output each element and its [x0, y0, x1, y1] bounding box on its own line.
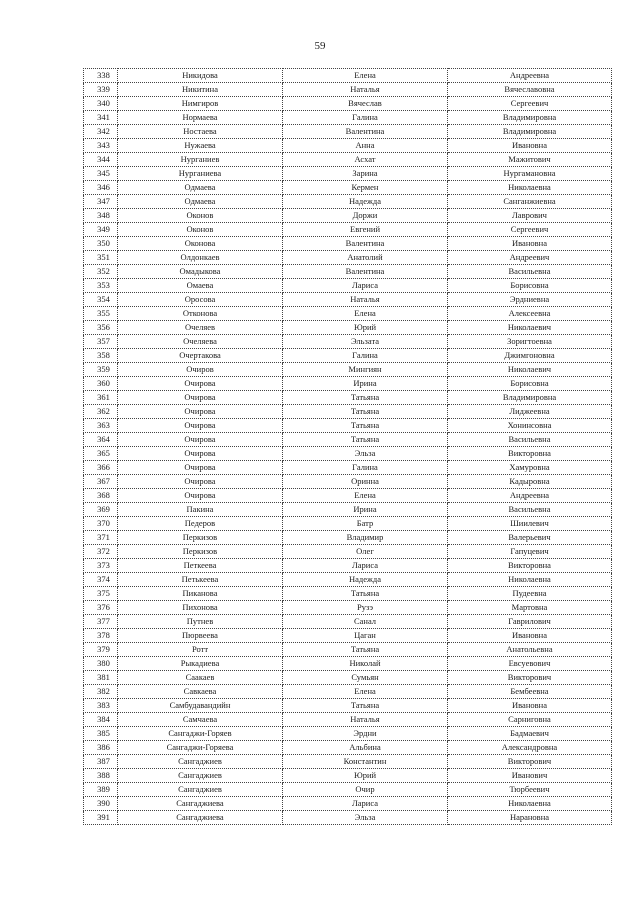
- row-number-cell: 350: [84, 237, 118, 251]
- table-row: [84, 391, 612, 405]
- row-number-cell: 342: [84, 125, 118, 139]
- surname-cell: Никидова: [118, 69, 283, 83]
- first-name-cell: Галина: [283, 349, 448, 363]
- patronymic-cell: Мартовна: [448, 601, 612, 615]
- surname-cell: Нормаева: [118, 111, 283, 125]
- first-name-cell: Эльза: [283, 811, 448, 825]
- table-row: [84, 335, 612, 349]
- table-row: [84, 349, 612, 363]
- surname-cell: Педеров: [118, 517, 283, 531]
- table-row: [84, 517, 612, 531]
- surname-cell: Петькеева: [118, 573, 283, 587]
- table-row: [84, 615, 612, 629]
- table-row: [84, 713, 612, 727]
- surname-cell: Саакаев: [118, 671, 283, 685]
- surname-cell: Оконов: [118, 223, 283, 237]
- surname-cell: Очирова: [118, 405, 283, 419]
- surname-cell: Ротт: [118, 643, 283, 657]
- row-number-cell: 360: [84, 377, 118, 391]
- first-name-cell: Батр: [283, 517, 448, 531]
- first-name-cell: Доржи: [283, 209, 448, 223]
- first-name-cell: Татьяна: [283, 699, 448, 713]
- surname-cell: Пиканова: [118, 587, 283, 601]
- surname-cell: Пакина: [118, 503, 283, 517]
- table-row: [84, 181, 612, 195]
- roster-body: [84, 69, 612, 825]
- surname-cell: Очирова: [118, 391, 283, 405]
- surname-cell: Пюрвеева: [118, 629, 283, 643]
- table-row: [84, 83, 612, 97]
- table-row: [84, 489, 612, 503]
- table-row: [84, 657, 612, 671]
- surname-cell: Нужаева: [118, 139, 283, 153]
- row-number-cell: 345: [84, 167, 118, 181]
- row-number-cell: 356: [84, 321, 118, 335]
- first-name-cell: Татьяна: [283, 587, 448, 601]
- first-name-cell: Эльза: [283, 447, 448, 461]
- table-row: [84, 783, 612, 797]
- surname-cell: Путнев: [118, 615, 283, 629]
- page-number: 59: [314, 40, 326, 52]
- surname-cell: Нурганиев: [118, 153, 283, 167]
- patronymic-cell: Владимировна: [448, 391, 612, 405]
- row-number-cell: 347: [84, 195, 118, 209]
- row-number-cell: 343: [84, 139, 118, 153]
- row-number-cell: 376: [84, 601, 118, 615]
- row-number-cell: 377: [84, 615, 118, 629]
- row-number-cell: 359: [84, 363, 118, 377]
- table-row: [84, 811, 612, 825]
- surname-cell: Очирова: [118, 447, 283, 461]
- patronymic-cell: Ивановна: [448, 139, 612, 153]
- table-row: [84, 223, 612, 237]
- table-row: [84, 237, 612, 251]
- surname-cell: Очиров: [118, 363, 283, 377]
- first-name-cell: Мингиян: [283, 363, 448, 377]
- row-number-cell: 364: [84, 433, 118, 447]
- surname-cell: Сангаджиева: [118, 797, 283, 811]
- row-number-cell: 375: [84, 587, 118, 601]
- patronymic-cell: Гаврилович: [448, 615, 612, 629]
- patronymic-cell: Нарановна: [448, 811, 612, 825]
- row-number-cell: 339: [84, 83, 118, 97]
- patronymic-cell: Сергеевич: [448, 97, 612, 111]
- patronymic-cell: Владимировна: [448, 111, 612, 125]
- row-number-cell: 379: [84, 643, 118, 657]
- table-row: [84, 265, 612, 279]
- patronymic-cell: Ивановна: [448, 237, 612, 251]
- first-name-cell: Галина: [283, 461, 448, 475]
- patronymic-cell: Борисовна: [448, 279, 612, 293]
- row-number-cell: 341: [84, 111, 118, 125]
- row-number-cell: 355: [84, 307, 118, 321]
- patronymic-cell: Викторович: [448, 671, 612, 685]
- table-row: [84, 601, 612, 615]
- first-name-cell: Валентина: [283, 125, 448, 139]
- first-name-cell: Сумьян: [283, 671, 448, 685]
- table-row: [84, 755, 612, 769]
- surname-cell: Сангаджи-Горяева: [118, 741, 283, 755]
- patronymic-cell: Борисовна: [448, 377, 612, 391]
- surname-cell: Очирова: [118, 377, 283, 391]
- row-number-cell: 382: [84, 685, 118, 699]
- surname-cell: Очирова: [118, 489, 283, 503]
- table-row: [84, 195, 612, 209]
- table-row: [84, 307, 612, 321]
- surname-cell: Нурганиева: [118, 167, 283, 181]
- first-name-cell: Эрдни: [283, 727, 448, 741]
- row-number-cell: 368: [84, 489, 118, 503]
- roster-table: [83, 68, 612, 825]
- table-row: [84, 293, 612, 307]
- surname-cell: Очирова: [118, 475, 283, 489]
- row-number-cell: 353: [84, 279, 118, 293]
- first-name-cell: Асхат: [283, 153, 448, 167]
- table-row: [84, 797, 612, 811]
- patronymic-cell: Зоригтоевна: [448, 335, 612, 349]
- patronymic-cell: Николаевна: [448, 181, 612, 195]
- table-row: [84, 671, 612, 685]
- row-number-cell: 352: [84, 265, 118, 279]
- first-name-cell: Лариса: [283, 797, 448, 811]
- table-row: [84, 405, 612, 419]
- row-number-cell: 374: [84, 573, 118, 587]
- row-number-cell: 349: [84, 223, 118, 237]
- first-name-cell: Наталья: [283, 83, 448, 97]
- row-number-cell: 387: [84, 755, 118, 769]
- first-name-cell: Татьяна: [283, 419, 448, 433]
- first-name-cell: Елена: [283, 489, 448, 503]
- surname-cell: Одмаева: [118, 181, 283, 195]
- row-number-cell: 384: [84, 713, 118, 727]
- first-name-cell: Кермен: [283, 181, 448, 195]
- surname-cell: Ностаева: [118, 125, 283, 139]
- surname-cell: Отконова: [118, 307, 283, 321]
- row-number-cell: 369: [84, 503, 118, 517]
- table-row: [84, 377, 612, 391]
- first-name-cell: Лариса: [283, 559, 448, 573]
- table-row: [84, 125, 612, 139]
- row-number-cell: 378: [84, 629, 118, 643]
- first-name-cell: Цаган: [283, 629, 448, 643]
- surname-cell: Петкеева: [118, 559, 283, 573]
- patronymic-cell: Викторовна: [448, 447, 612, 461]
- row-number-cell: 338: [84, 69, 118, 83]
- row-number-cell: 367: [84, 475, 118, 489]
- row-number-cell: 390: [84, 797, 118, 811]
- patronymic-cell: Николаевич: [448, 363, 612, 377]
- row-number-cell: 361: [84, 391, 118, 405]
- patronymic-cell: Лиджеевна: [448, 405, 612, 419]
- table-row: [84, 153, 612, 167]
- patronymic-cell: Викторовна: [448, 559, 612, 573]
- patronymic-cell: Сарниговна: [448, 713, 612, 727]
- first-name-cell: Надежда: [283, 195, 448, 209]
- table-row: [84, 629, 612, 643]
- surname-cell: Сангаджиев: [118, 783, 283, 797]
- first-name-cell: Эльзата: [283, 335, 448, 349]
- patronymic-cell: Евсуевович: [448, 657, 612, 671]
- surname-cell: Сангаджиева: [118, 811, 283, 825]
- row-number-cell: 389: [84, 783, 118, 797]
- row-number-cell: 385: [84, 727, 118, 741]
- row-number-cell: 373: [84, 559, 118, 573]
- row-number-cell: 354: [84, 293, 118, 307]
- surname-cell: Никитина: [118, 83, 283, 97]
- row-number-cell: 381: [84, 671, 118, 685]
- patronymic-cell: Викторович: [448, 755, 612, 769]
- patronymic-cell: Гапуцевич: [448, 545, 612, 559]
- surname-cell: Очирова: [118, 433, 283, 447]
- table-row: [84, 643, 612, 657]
- patronymic-cell: Хонинсовна: [448, 419, 612, 433]
- first-name-cell: Владимир: [283, 531, 448, 545]
- patronymic-cell: Валерьевич: [448, 531, 612, 545]
- table-row: [84, 69, 612, 83]
- table-row: [84, 111, 612, 125]
- patronymic-cell: Вячеславовна: [448, 83, 612, 97]
- table-row: [84, 559, 612, 573]
- row-number-cell: 380: [84, 657, 118, 671]
- row-number-cell: 362: [84, 405, 118, 419]
- row-number-cell: 370: [84, 517, 118, 531]
- table-row: [84, 97, 612, 111]
- patronymic-cell: Владимировна: [448, 125, 612, 139]
- row-number-cell: 365: [84, 447, 118, 461]
- surname-cell: Сангаджиев: [118, 769, 283, 783]
- surname-cell: Очеляева: [118, 335, 283, 349]
- row-number-cell: 348: [84, 209, 118, 223]
- table-row: [84, 447, 612, 461]
- first-name-cell: Анатолий: [283, 251, 448, 265]
- surname-cell: Оросова: [118, 293, 283, 307]
- row-number-cell: 372: [84, 545, 118, 559]
- row-number-cell: 346: [84, 181, 118, 195]
- patronymic-cell: Тюрбеевич: [448, 783, 612, 797]
- table-row: [84, 419, 612, 433]
- table-row: [84, 363, 612, 377]
- first-name-cell: Елена: [283, 69, 448, 83]
- patronymic-cell: Андреевна: [448, 69, 612, 83]
- surname-cell: Самчаева: [118, 713, 283, 727]
- table-row: [84, 503, 612, 517]
- patronymic-cell: Эрдниевна: [448, 293, 612, 307]
- patronymic-cell: Мажитович: [448, 153, 612, 167]
- first-name-cell: Татьяна: [283, 433, 448, 447]
- surname-cell: Очертакова: [118, 349, 283, 363]
- first-name-cell: Татьяна: [283, 391, 448, 405]
- surname-cell: Перкизов: [118, 545, 283, 559]
- patronymic-cell: Васильевна: [448, 265, 612, 279]
- surname-cell: Оконова: [118, 237, 283, 251]
- first-name-cell: Евгений: [283, 223, 448, 237]
- row-number-cell: 388: [84, 769, 118, 783]
- table-row: [84, 769, 612, 783]
- patronymic-cell: Бембеевна: [448, 685, 612, 699]
- first-name-cell: Рузэ: [283, 601, 448, 615]
- table-row: [84, 587, 612, 601]
- first-name-cell: Альбина: [283, 741, 448, 755]
- first-name-cell: Николай: [283, 657, 448, 671]
- patronymic-cell: Васильевна: [448, 433, 612, 447]
- first-name-cell: Надежда: [283, 573, 448, 587]
- row-number-cell: 371: [84, 531, 118, 545]
- table-row: [84, 685, 612, 699]
- table-row: [84, 251, 612, 265]
- patronymic-cell: Николаевна: [448, 573, 612, 587]
- surname-cell: Олдонкаев: [118, 251, 283, 265]
- surname-cell: Очеляев: [118, 321, 283, 335]
- row-number-cell: 383: [84, 699, 118, 713]
- first-name-cell: Вячеслав: [283, 97, 448, 111]
- first-name-cell: Лариса: [283, 279, 448, 293]
- surname-cell: Омадыкова: [118, 265, 283, 279]
- patronymic-cell: Андреевич: [448, 251, 612, 265]
- patronymic-cell: Джимгоновна: [448, 349, 612, 363]
- first-name-cell: Юрий: [283, 769, 448, 783]
- table-row: [84, 531, 612, 545]
- surname-cell: Рыкадиева: [118, 657, 283, 671]
- table-row: [84, 699, 612, 713]
- patronymic-cell: Анатольевна: [448, 643, 612, 657]
- first-name-cell: Наталья: [283, 293, 448, 307]
- surname-cell: Самбудавандийн: [118, 699, 283, 713]
- first-name-cell: Санал: [283, 615, 448, 629]
- patronymic-cell: Кадыровна: [448, 475, 612, 489]
- patronymic-cell: Александровна: [448, 741, 612, 755]
- first-name-cell: Татьяна: [283, 643, 448, 657]
- surname-cell: Сангаджи-Горяев: [118, 727, 283, 741]
- patronymic-cell: Хамуровна: [448, 461, 612, 475]
- patronymic-cell: Васильевна: [448, 503, 612, 517]
- row-number-cell: 366: [84, 461, 118, 475]
- table-row: [84, 573, 612, 587]
- table-row: [84, 279, 612, 293]
- table-row: [84, 545, 612, 559]
- patronymic-cell: Пудеевна: [448, 587, 612, 601]
- first-name-cell: Константин: [283, 755, 448, 769]
- patronymic-cell: Иванович: [448, 769, 612, 783]
- surname-cell: Перкизов: [118, 531, 283, 545]
- row-number-cell: 340: [84, 97, 118, 111]
- table-row: [84, 741, 612, 755]
- patronymic-cell: Ивановна: [448, 699, 612, 713]
- table-row: [84, 727, 612, 741]
- table-row: [84, 321, 612, 335]
- patronymic-cell: Нургамановна: [448, 167, 612, 181]
- first-name-cell: Татьяна: [283, 405, 448, 419]
- first-name-cell: Валентина: [283, 237, 448, 251]
- first-name-cell: Ирина: [283, 503, 448, 517]
- table-row: [84, 475, 612, 489]
- row-number-cell: 344: [84, 153, 118, 167]
- first-name-cell: Олег: [283, 545, 448, 559]
- table-row: [84, 139, 612, 153]
- first-name-cell: Ирина: [283, 377, 448, 391]
- patronymic-cell: Лаврович: [448, 209, 612, 223]
- first-name-cell: Юрий: [283, 321, 448, 335]
- patronymic-cell: Ивановна: [448, 629, 612, 643]
- table-row: [84, 433, 612, 447]
- row-number-cell: 363: [84, 419, 118, 433]
- surname-cell: Одмаева: [118, 195, 283, 209]
- table-row: [84, 209, 612, 223]
- patronymic-cell: Санганжиевна: [448, 195, 612, 209]
- table-row: [84, 167, 612, 181]
- row-number-cell: 391: [84, 811, 118, 825]
- first-name-cell: Валентина: [283, 265, 448, 279]
- surname-cell: Нимгиров: [118, 97, 283, 111]
- surname-cell: Савкаева: [118, 685, 283, 699]
- first-name-cell: Анна: [283, 139, 448, 153]
- first-name-cell: Наталья: [283, 713, 448, 727]
- first-name-cell: Очир: [283, 783, 448, 797]
- surname-cell: Пихонова: [118, 601, 283, 615]
- patronymic-cell: Алексеевна: [448, 307, 612, 321]
- row-number-cell: 357: [84, 335, 118, 349]
- surname-cell: Омаева: [118, 279, 283, 293]
- first-name-cell: Зарина: [283, 167, 448, 181]
- surname-cell: Сангаджиев: [118, 755, 283, 769]
- row-number-cell: 386: [84, 741, 118, 755]
- row-number-cell: 358: [84, 349, 118, 363]
- patronymic-cell: Шиилевич: [448, 517, 612, 531]
- first-name-cell: Оринна: [283, 475, 448, 489]
- patronymic-cell: Сергеевич: [448, 223, 612, 237]
- surname-cell: Очирова: [118, 461, 283, 475]
- surname-cell: Очирова: [118, 419, 283, 433]
- patronymic-cell: Николаевич: [448, 321, 612, 335]
- patronymic-cell: Николаевна: [448, 797, 612, 811]
- row-number-cell: 351: [84, 251, 118, 265]
- patronymic-cell: Андреевна: [448, 489, 612, 503]
- first-name-cell: Елена: [283, 685, 448, 699]
- table-row: [84, 461, 612, 475]
- first-name-cell: Галина: [283, 111, 448, 125]
- patronymic-cell: Бадмаевич: [448, 727, 612, 741]
- first-name-cell: Елена: [283, 307, 448, 321]
- surname-cell: Оконов: [118, 209, 283, 223]
